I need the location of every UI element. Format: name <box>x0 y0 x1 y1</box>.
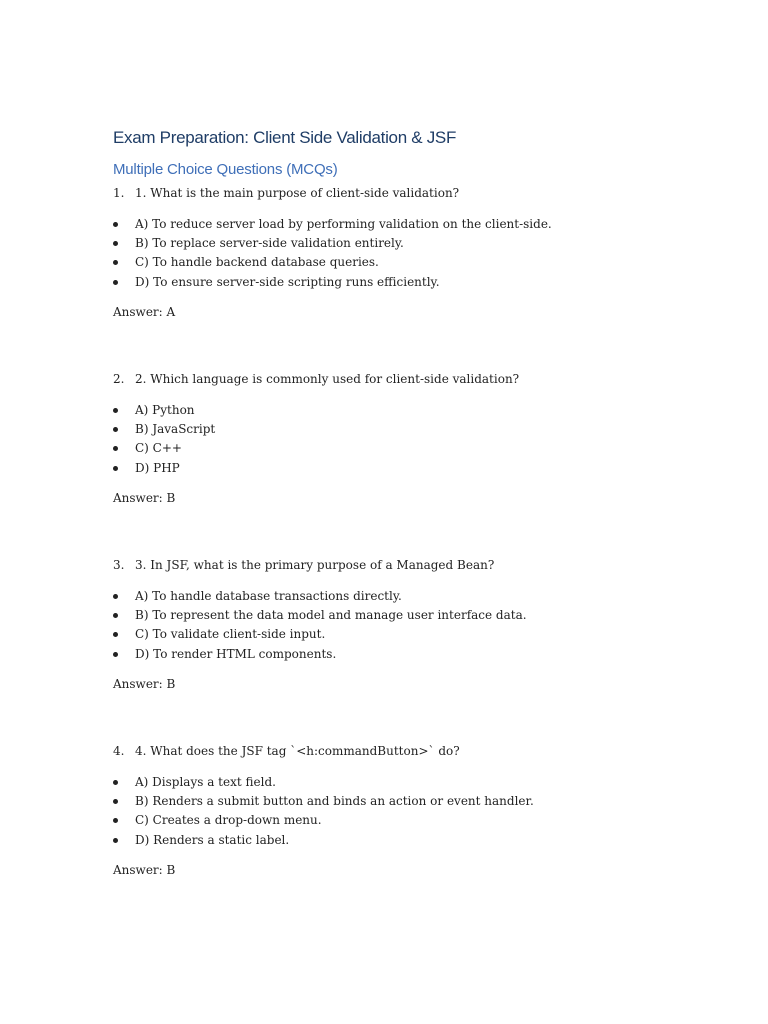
option-text: C) To validate client-side input. <box>135 627 326 642</box>
option-item <box>113 234 713 253</box>
bullet-icon <box>113 260 118 265</box>
option-item <box>113 253 713 272</box>
option-text: C) C++ <box>135 441 182 456</box>
option-item <box>113 645 713 664</box>
option-item <box>113 831 713 850</box>
question-text: 4. What does the JSF tag `<h:commandButton>` do? <box>135 744 460 758</box>
option-text: B) To replace server-side validation entirely. <box>135 236 404 251</box>
bullet-icon <box>113 594 118 599</box>
option-text: D) PHP <box>135 460 180 475</box>
bullet-icon <box>113 241 118 246</box>
option-item <box>113 606 713 625</box>
bullet-icon <box>113 652 118 657</box>
option-text: D) Renders a static label. <box>135 832 290 847</box>
bullet-icon <box>113 780 118 785</box>
option-text: A) Python <box>135 403 195 417</box>
option-item <box>113 401 713 420</box>
question-text: 3. In JSF, what is the primary purpose of a Managed Bean? <box>135 558 495 572</box>
question-block-1 <box>113 185 713 371</box>
options-list <box>113 587 713 664</box>
question-block-2 <box>113 371 713 557</box>
option-item <box>113 625 713 644</box>
document-page <box>113 124 713 929</box>
question-4 <box>113 743 713 759</box>
question-text: 1. What is the main purpose of client-side validation? <box>135 186 460 200</box>
bullet-icon <box>113 466 118 471</box>
bullet-icon <box>113 818 118 823</box>
option-text: A) To handle database transactions directly. <box>135 589 402 603</box>
option-text: D) To ensure server-side scripting runs efficiently. <box>135 274 440 289</box>
question-number: 3. <box>113 558 125 572</box>
option-text: C) Creates a drop-down menu. <box>135 813 322 828</box>
answer-text: Answer: A <box>113 304 176 319</box>
option-item <box>113 439 713 458</box>
answer-text: Answer: B <box>113 490 176 505</box>
option-item <box>113 273 713 292</box>
bullet-icon <box>113 613 118 618</box>
option-item <box>113 587 713 606</box>
options-list <box>113 215 713 292</box>
bullet-icon <box>113 427 118 432</box>
bullet-icon <box>113 632 118 637</box>
options-list <box>113 401 713 478</box>
question-2 <box>113 371 713 387</box>
question-number: 1. <box>113 186 125 200</box>
bullet-icon <box>113 280 118 285</box>
question-block-3 <box>113 557 713 743</box>
question-number: 2. <box>113 372 125 386</box>
option-text: A) To reduce server load by performing validation on the client-side. <box>135 217 552 231</box>
bullet-icon <box>113 799 118 804</box>
bullet-icon <box>113 222 118 227</box>
option-text: A) Displays a text field. <box>135 775 276 789</box>
question-text: 2. Which language is commonly used for client-side validation? <box>135 372 520 386</box>
document-title: Exam Preparation: Client Side Validation & JSF <box>113 128 457 147</box>
options-list <box>113 773 713 850</box>
answer-text: Answer: B <box>113 862 176 877</box>
question-1 <box>113 185 713 201</box>
question-number: 4. <box>113 744 125 758</box>
question-block-4 <box>113 743 713 929</box>
bullet-icon <box>113 446 118 451</box>
bullet-icon <box>113 838 118 843</box>
option-text: B) To represent the data model and manage user interface data. <box>135 608 527 623</box>
option-item <box>113 420 713 439</box>
bullet-icon <box>113 408 118 413</box>
option-item <box>113 773 713 792</box>
question-3 <box>113 557 713 573</box>
option-item <box>113 811 713 830</box>
option-text: B) Renders a submit button and binds an action or event handler. <box>135 794 534 809</box>
option-item <box>113 215 713 234</box>
option-text: D) To render HTML components. <box>135 646 337 661</box>
option-item <box>113 792 713 811</box>
section-title: Multiple Choice Questions (MCQs) <box>113 161 338 178</box>
answer-text: Answer: B <box>113 676 176 691</box>
option-text: B) JavaScript <box>135 422 216 437</box>
option-item <box>113 459 713 478</box>
option-text: C) To handle backend database queries. <box>135 255 379 270</box>
